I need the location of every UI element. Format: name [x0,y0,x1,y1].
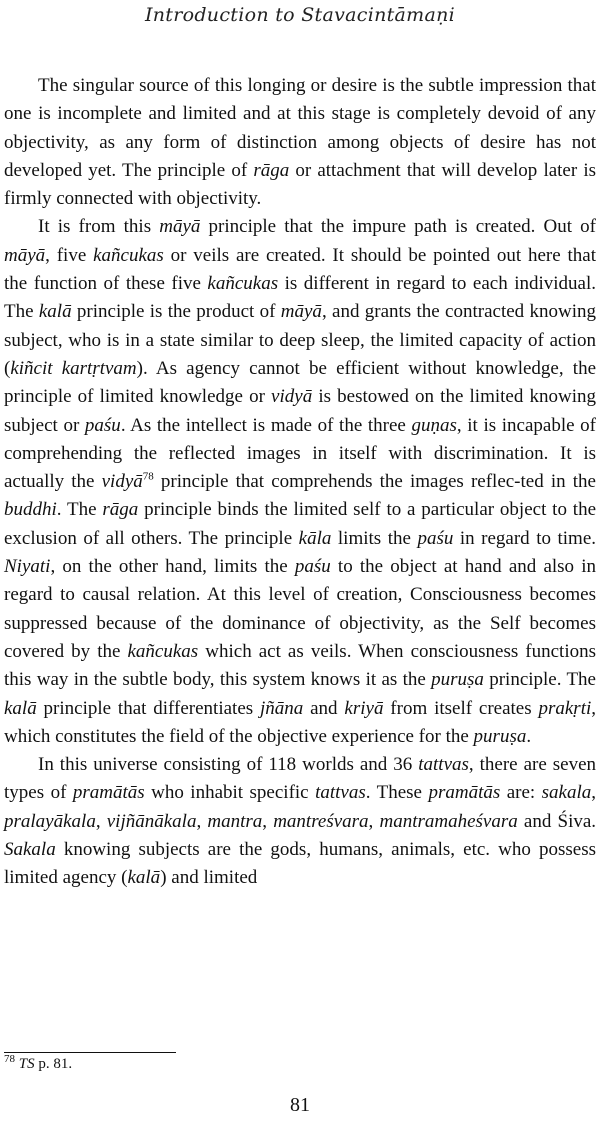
text-run: It is from this [38,216,160,238]
footnote [4,1053,73,1073]
italic-term: kāla [298,527,332,549]
text-run: limits the [331,527,418,549]
italic-term: kalā [4,697,37,719]
text-run: The singular source of this longing or desire is the subtle impression that one is incomplete and limited and at this stage is completely devoid of any objectivity, as any form of distinction among objects of desire has not developed yet. The principle of [4,75,596,181]
italic-term: vijñānākala [106,810,197,832]
italic-term: paśu [294,556,331,578]
text-run: , five [45,244,94,266]
text-run: is bestowed on the limited knowing subject or [4,386,596,436]
text-run: , there are seven types of [4,754,596,804]
italic-term: vidyā [271,386,313,408]
footnote-ref: 78 [142,470,154,483]
italic-term: pramātās [428,782,501,804]
italic-term: māyā [159,216,201,238]
italic-term: pramātās [72,782,145,804]
text-run: or attachment that will develop later is firmly connected with objectivity. [4,159,597,210]
running-header: Introduction to Stavacintāmaṇi [144,4,456,26]
italic-term: puruṣa [473,725,527,747]
text-run: . [526,725,532,747]
text-run: . As the intellect is made of the three [120,414,412,436]
italic-term: mantra [207,810,263,832]
text-run: , [196,810,208,832]
italic-term: kalā [38,301,72,323]
italic-term: mantreśvara [273,810,369,832]
italic-term: mantramaheśvara [379,810,518,832]
text-run: or veils are created. It should be pointed out here that the function of these five [4,244,596,295]
text-run: and [303,697,345,719]
italic-term: kriyā [344,697,384,719]
text-run: , on the other hand, limits the [50,556,295,578]
text-run: who inhabit specific [144,782,316,804]
italic-term: kañcukas [93,244,164,266]
italic-term: guṇas [411,414,457,436]
italic-term: rāga [253,159,290,181]
footnote-text: p. 81. [34,1056,73,1072]
italic-term: kañcukas [127,640,199,662]
text-run: principle that comprehends the images reflec-ted in the [153,471,596,493]
text-run: principle binds the limited self to a particular object to the exclusion of all others. The principle [4,499,596,549]
italic-term: buddhi [4,499,57,521]
text-run: . The [56,499,103,521]
footnote-rule [4,1052,176,1053]
text-run: principle. The [483,669,596,691]
text-run: principle that differentiates [36,697,260,719]
italic-term: paśu [417,527,454,549]
text-run: , [95,810,107,832]
text-run: , and grants the contracted knowing subject, who is in a state similar to deep sleep, the limited capacity of action ( [4,301,596,379]
paragraph [4,213,596,751]
text-run: principle is the product of [71,301,281,323]
text-run: knowing subjects are the gods, humans, animals, etc. who possess limited agency ( [4,839,596,889]
italic-term: kañcukas [207,273,279,295]
italic-term: tattvas [315,782,366,804]
paragraph [4,751,596,892]
text-run: from itself creates [383,697,539,719]
italic-term: tattvas [418,754,469,776]
italic-term: pralayākala [4,810,96,832]
page-number: 81 [290,1094,310,1116]
text-run: are: [500,782,542,804]
italic-term: sakala [541,782,592,804]
footnote-number: 78 [4,1053,15,1065]
italic-term: Niyati [4,556,51,578]
text-run: , which constitutes the field of the objective experience for the [4,697,597,747]
italic-term: māyā [280,301,322,323]
italic-term: prakṛti [538,697,592,719]
italic-term: puruṣa [431,669,484,691]
text-run: to the object at hand and also in regard to causal relation. At this level of creation, Consciousness becomes suppressed because of the dominance of objectivity, as the Self becomes covered by the [4,556,596,662]
text-run: , [262,810,274,832]
footnote-source: TS [18,1056,35,1072]
body-text [4,72,596,893]
text-run: principle that the impure path is created. Out of [200,216,596,238]
text-run: , [368,810,380,832]
text-run: and Śiva. [517,810,597,832]
italic-term: paśu [84,414,121,436]
text-run: In this universe consisting of 118 worlds and 36 [38,754,419,776]
text-run: , [591,782,597,804]
paragraph [4,72,596,213]
italic-term: vidyā [101,471,143,493]
italic-term: kiñcit kartṛtvam [10,357,137,379]
italic-term: Sakala [4,839,56,861]
italic-term: rāga [102,499,139,521]
italic-term: māyā [4,244,46,266]
text-run: which act as veils. When consciousness functions this way in the subtle body, this system knows it as the [4,640,596,691]
italic-term: kalā [127,867,161,889]
text-run: . These [365,782,429,804]
text-run: is different in regard to each individual. The [4,273,596,323]
text-run: in regard to time. [453,527,597,549]
text-run: ). As agency cannot be efficient without knowledge, the principle of limited knowledge or [4,357,596,408]
text-run: , it is incapable of comprehending the reflected images in itself with discrimination. It is actually the [4,414,596,493]
text-run: ) and limited [160,867,258,889]
italic-term: jñāna [260,697,304,719]
